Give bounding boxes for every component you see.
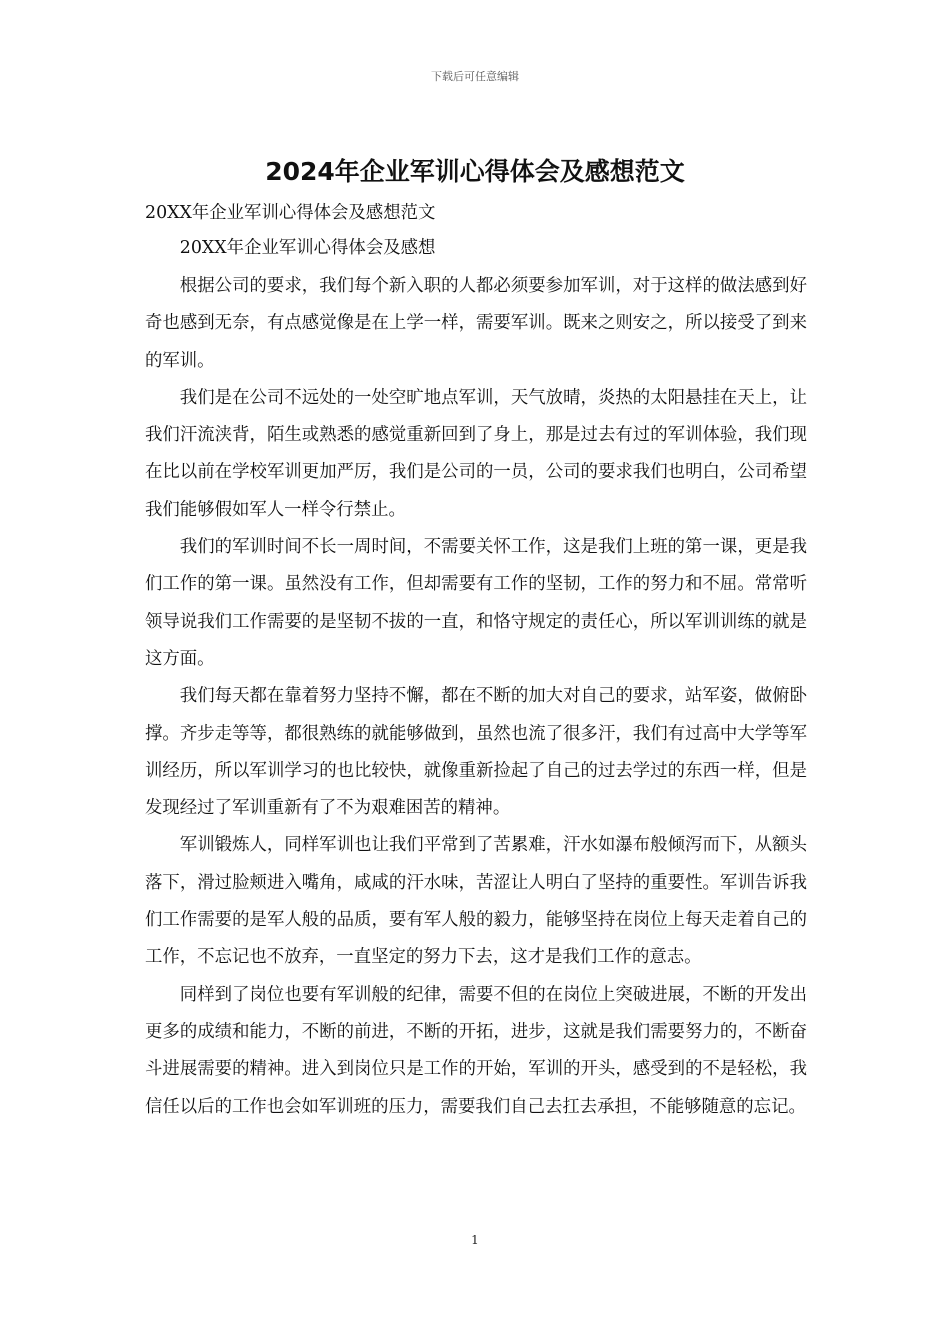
paragraph: 同样到了岗位也要有军训般的纪律，需要不但的在岗位上突破进展，不断的开发出更多的成绩和能力，不断的前进，不断的开拓，进步，这就是我们需要努力的，不断奋斗进展需要的精神。进入到岗位只是工作的开始，军训的开头，感受到的不是轻松，我信任以后的工作也会如军训班的压力，需要我们自己去扛去承担，不能够随意的忘记。: [145, 984, 807, 1117]
paragraph: 军训锻炼人，同样军训也让我们平常到了苦累难，汗水如瀑布般倾泻而下，从额头落下，滑过脸颊进入嘴角，咸咸的汗水味，苦涩让人明白了坚持的重要性。军训告诉我们工作需要的是军人般的品质，要有军人般的毅力，能够坚持在岗位上每天走着自己的工作，不忘记也不放弃，一直坚定的努力下去，这才是我们工作的意志。: [145, 835, 807, 968]
page-number: 1: [471, 1233, 479, 1247]
paragraph: 根据公司的要求，我们每个新入职的人都必须要参加军训，对于这样的做法感到好奇也感到无奈，有点感觉像是在上学一样，需要军训。既来之则安之，所以接受了到来的军训。: [145, 276, 807, 371]
paragraph: 我们的军训时间不长一周时间，不需要关怀工作，这是我们上班的第一课，更是我们工作的第一课。虽然没有工作，但却需要有工作的坚韧，工作的努力和不屈。常常听领导说我们工作需要的是坚韧不拔的一直，和恪守规定的责任心，所以军训训练的就是这方面。: [145, 537, 807, 669]
document-body: [145, 198, 807, 1126]
paragraph: 我们每天都在靠着努力坚持不懈，都在不断的加大对自己的要求，站军姿，做俯卧撑。齐步走等等，都很熟练的就能够做到，虽然也流了很多汗，我们有过高中大学等军训经历，所以军训学习的也比较快，就像重新捡起了自己的过去学过的东西一样，但是发现经过了军训重新有了不为艰难困苦的精神。: [145, 686, 807, 819]
document-subtitle: 20XX年企业军训心得体会及感想范文: [145, 203, 436, 223]
paragraph: 我们是在公司不远处的一处空旷地点军训，天气放晴，炎热的太阳悬挂在天上，让我们汗流浃背，陌生或熟悉的感觉重新回到了身上，那是过去有过的军训体验，我们现在比以前在学校军训更加严厉，我们是公司的一员，公司的要求我们也明白，公司希望我们能够假如军人一样令行禁止。: [145, 387, 807, 520]
header-note: 下载后可任意编辑: [431, 70, 519, 83]
document-title: 2024年企业军训心得体会及感想范文: [265, 157, 685, 186]
document-subtitle-secondary: 20XX年企业军训心得体会及感想: [179, 238, 436, 258]
